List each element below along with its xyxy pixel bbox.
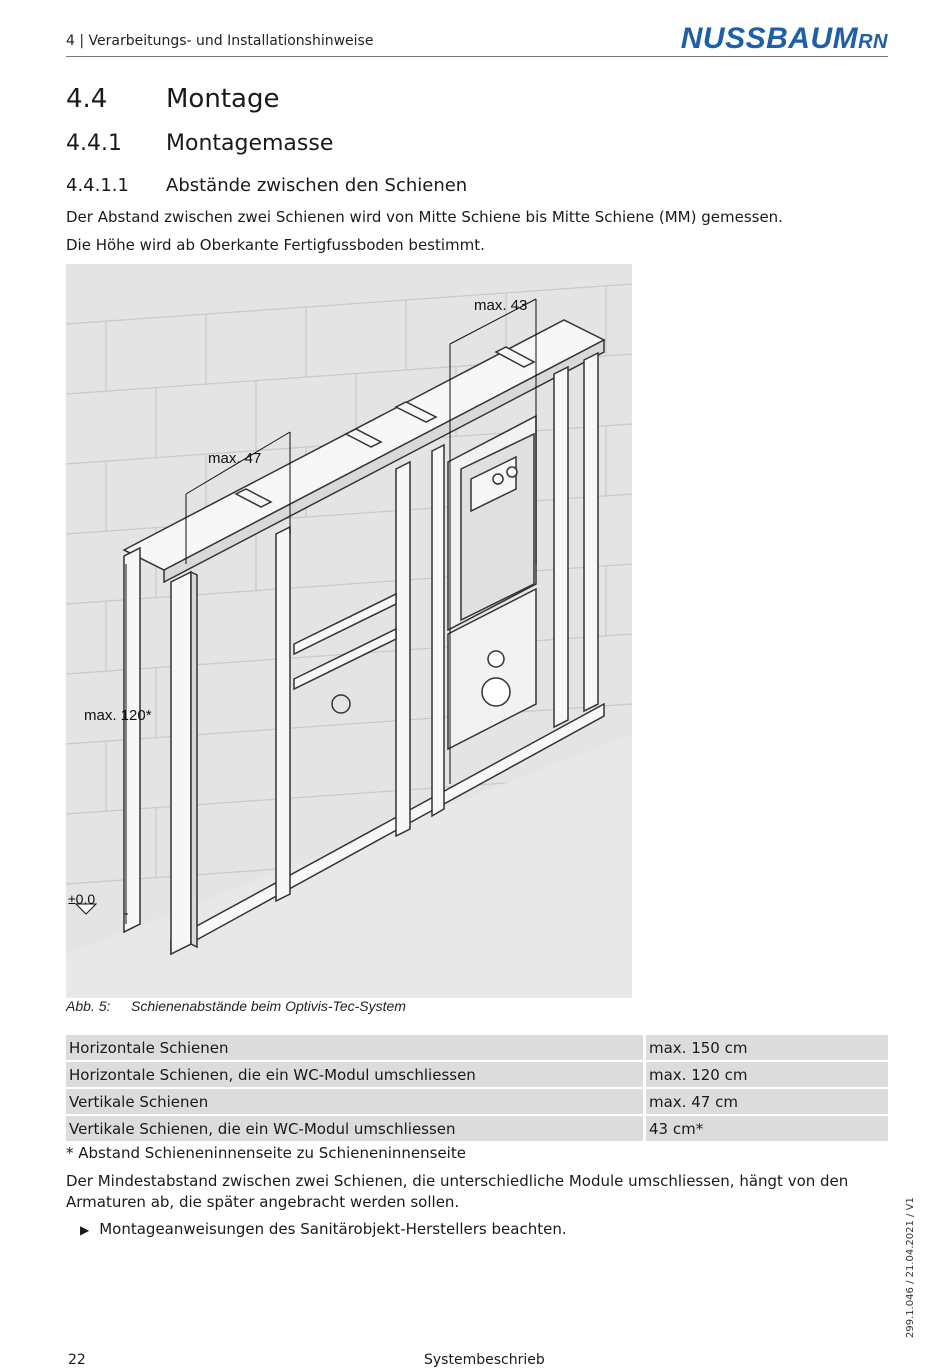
table-cell-desc: Horizontale Schienen <box>66 1035 643 1060</box>
floor <box>66 734 632 998</box>
instruction-bullet <box>80 1220 567 1238</box>
table-row <box>66 1035 888 1060</box>
footer-title: Systembeschrieb <box>424 1352 545 1368</box>
logo-suffix: RN <box>858 31 888 53</box>
heading-title: Montagemasse <box>166 131 334 156</box>
dim-label-47: max. 47 <box>208 450 262 467</box>
page-number: 22 <box>68 1352 86 1368</box>
caption-label: Abb. 5: <box>66 998 111 1014</box>
table-row <box>66 1116 888 1141</box>
bullet-text: Montageanweisungen des Sanitärobjekt-Herstellers beachten. <box>99 1220 567 1238</box>
table-row <box>66 1062 888 1087</box>
table-cell-value: max. 150 cm <box>643 1035 888 1060</box>
footnote: * Abstand Schieneninnenseite zu Schieneninnenseite <box>66 1144 466 1162</box>
installation-frame-figure <box>66 264 632 998</box>
body-paragraph: Der Mindestabstand zwischen zwei Schienen, die unterschiedliche Module umschliessen, hängt von den Armaturen ab, die später angebracht werden sollen. <box>66 1172 849 1211</box>
intro-paragraph-1: Der Abstand zwischen zwei Schienen wird von Mitte Schiene bis Mitte Schiene (MM) gemessen. <box>66 208 783 226</box>
heading-montage <box>66 84 279 114</box>
header-section: 4 | Verarbeitungs- und Installationshinweise <box>66 33 374 49</box>
document-id: 299.1.046 / 21.04.2021 / V1 <box>905 1197 916 1338</box>
table-cell-desc: Vertikale Schienen <box>66 1089 643 1114</box>
dim-label-zero: ±0.0 <box>68 891 96 907</box>
dim-label-120: max. 120* <box>84 707 152 724</box>
heading-number: 4.4 <box>66 84 108 114</box>
frame-drawing <box>66 264 632 998</box>
caption-text: Schienenabstände beim Optivis-Tec-System <box>131 998 406 1014</box>
table-cell-value: max. 120 cm <box>643 1062 888 1087</box>
nussbaum-logo <box>681 22 888 56</box>
table-cell-value: 43 cm* <box>643 1116 888 1141</box>
module-rails <box>294 594 396 713</box>
heading-number: 4.4.1 <box>66 131 122 156</box>
heading-montagemasse <box>66 131 333 156</box>
heading-number: 4.4.1.1 <box>66 175 129 196</box>
table-cell-desc: Horizontale Schienen, die ein WC-Modul umschliessen <box>66 1062 643 1087</box>
header-divider <box>66 56 888 57</box>
heading-abstaende <box>66 175 467 196</box>
table-row <box>66 1089 888 1114</box>
table-cell-desc: Vertikale Schienen, die ein WC-Modul umschliessen <box>66 1116 643 1141</box>
heading-title: Abstände zwischen den Schienen <box>166 175 468 196</box>
dim-label-43: max. 43 <box>474 297 528 314</box>
distance-table <box>66 1033 888 1143</box>
wc-module <box>448 416 536 749</box>
figure-caption <box>66 998 406 1014</box>
play-triangle-icon: ▶ <box>80 1223 90 1237</box>
intro-paragraph-2: Die Höhe wird ab Oberkante Fertigfussboden bestimmt. <box>66 236 485 254</box>
logo-main: NUSSBAUM <box>680 22 859 55</box>
heading-title: Montage <box>166 84 280 114</box>
table-cell-value: max. 47 cm <box>643 1089 888 1114</box>
